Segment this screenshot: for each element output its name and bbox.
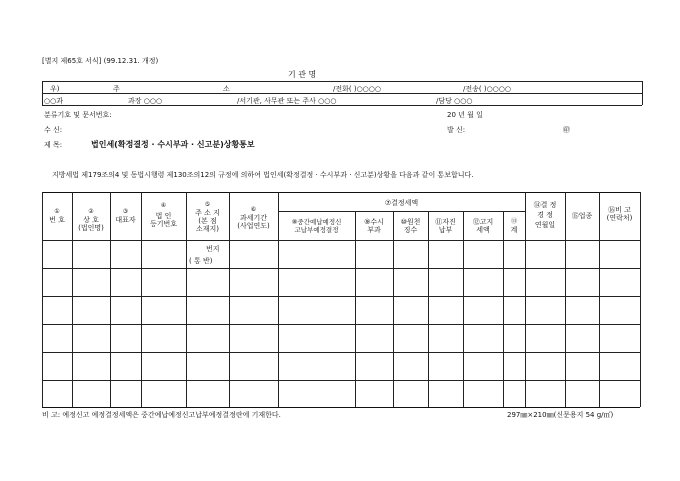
col-reg-mark: ④: [160, 202, 167, 209]
col-border: [565, 192, 566, 407]
address-lot-label: 번지: [206, 245, 220, 253]
col-reg-header: [141, 202, 186, 228]
col-selfpay-header: [428, 218, 463, 234]
col-occasional-label: ⑨수시: [364, 218, 384, 226]
col-notice-header: [463, 218, 503, 234]
form-id: [별지 제65호 서식] (99.12.31. 개정): [42, 57, 159, 65]
col-border: [393, 211, 394, 407]
date-field: 20 년 월 일: [447, 111, 483, 119]
col-interim-header: [278, 218, 355, 234]
col-decision-label: ⑭결 정: [533, 201, 557, 209]
col-correction-label: 경 정: [537, 211, 553, 219]
department-label: ○○과: [44, 97, 63, 105]
header-top-rule: [42, 81, 642, 82]
col-border: [503, 211, 504, 407]
col-ymd-label: 연월일: [534, 221, 556, 229]
col-border: [640, 192, 641, 407]
col-notice-label: ⑫고지: [472, 218, 494, 226]
col-period-header: [229, 206, 278, 230]
sender-label: 발 신:: [447, 126, 466, 134]
col-border: [428, 211, 429, 407]
col-address-sub2: 소재지): [195, 225, 220, 233]
row-line-3: [42, 324, 640, 325]
col-interim-sub: 고납부예정결정: [294, 226, 339, 234]
officer-label: /서기관, 사무관 또는 주사 ○○○: [237, 97, 337, 105]
col-border: [110, 192, 111, 407]
col-rep-header: [110, 208, 141, 224]
col-industry-header: ⑮업종: [571, 212, 593, 220]
col-remarks-header: [599, 206, 640, 222]
col-interim-label: ⑧중간예납예정신: [291, 218, 342, 226]
col-company-label: 상 호: [83, 216, 99, 224]
header-right-border: [642, 81, 643, 105]
paper-size: 297㎜×210㎜(신문용지 54 g/㎡): [507, 411, 614, 419]
col-notice-sub: 세액: [476, 226, 490, 234]
col-company-mark: ②: [88, 208, 94, 215]
col-total-label: 계: [510, 226, 518, 234]
subject-label: 제 목:: [44, 141, 63, 149]
col-number-header: [42, 208, 72, 224]
col-total-header: [503, 218, 525, 234]
col-withholding-sub: 징수: [403, 226, 418, 234]
row-line-1: [42, 268, 640, 269]
col-rep-label: 대표자: [115, 216, 136, 224]
table-bottom-border: [42, 407, 640, 408]
row-line-2: [42, 296, 640, 297]
col-period-sub: (사업연도): [237, 222, 270, 230]
tax-group-header: ⑦결정세액: [384, 199, 419, 207]
col-number-mark: ①: [54, 208, 60, 215]
col-company-sub: (법인명): [78, 224, 104, 232]
subject-text: 법인세(확정결정 · 수시부과 · 신고분)상황통보: [91, 140, 255, 149]
row-line-5: [42, 380, 640, 381]
col-address-label: 주 소 지: [195, 209, 220, 217]
document-number-label: 분류기호 및 문서번호:: [44, 111, 112, 119]
header-bottom-line: [42, 240, 640, 241]
address-tong-ban-label: ( 통 반): [189, 257, 213, 265]
col-border: [355, 211, 356, 407]
header-left-border: [42, 81, 43, 105]
col-border: [463, 211, 464, 407]
col-remarks-sub: (연락처): [606, 214, 633, 222]
org-name: 기 관 명: [288, 70, 317, 79]
col-selfpay-sub: 납부: [438, 226, 453, 234]
table-top-border: [42, 192, 640, 193]
seal-mark: ㊞: [563, 126, 570, 134]
col-occasional-header: [355, 218, 393, 234]
col-decision-date-header: [525, 201, 565, 229]
col-selfpay-label: ⑪자진: [435, 218, 456, 226]
col-rep-mark: ③: [122, 208, 129, 215]
postcode-label: 우): [50, 85, 60, 93]
col-company-header: [72, 208, 110, 232]
col-withholding-header: [393, 218, 428, 234]
col-withholding-label: ⑩원천: [400, 218, 421, 226]
col-period-mark: ⑥: [250, 206, 257, 213]
col-address-mark: ⑤: [204, 201, 211, 208]
col-border: [599, 192, 600, 407]
fax-label: /전송( )○○○○: [463, 85, 512, 93]
address-label-2: 소: [223, 85, 230, 93]
tax-group-rule: [278, 211, 525, 212]
staff-label: /담당 ○○○: [436, 97, 473, 105]
row-line-4: [42, 352, 640, 353]
recipient-label: 수 신:: [44, 126, 63, 134]
col-reg-sub: 등기번호: [149, 220, 178, 228]
col-reg-label: 법 인: [155, 212, 172, 220]
phone-label: /전화( )○○○○: [333, 85, 382, 93]
col-address-header: [186, 201, 229, 233]
address-label-1: 주: [113, 85, 120, 93]
col-address-sub1: (본 점: [198, 217, 217, 225]
col-period-label: 과세기간: [239, 214, 268, 222]
footer-note: 비 고: 예정신고 예정결정세액은 중간예납예정신고납부예정결정란에 기재한다.: [42, 411, 281, 419]
col-occasional-sub: 부과: [367, 226, 381, 234]
col-border: [42, 192, 43, 407]
col-remarks-label: ⑯비 고: [608, 206, 631, 214]
col-total-mark: ⑬: [510, 218, 517, 225]
col-number-label: 번 호: [49, 216, 65, 224]
intro-text: 지방세법 제179조의4 및 동법시행령 제130조의12의 규정에 의하여 법인세(확정결정 · 수시부과 · 신고분)상황을 다음과 같이 통보합니다.: [52, 171, 474, 179]
manager-label: 과장 ○○○: [128, 97, 163, 105]
